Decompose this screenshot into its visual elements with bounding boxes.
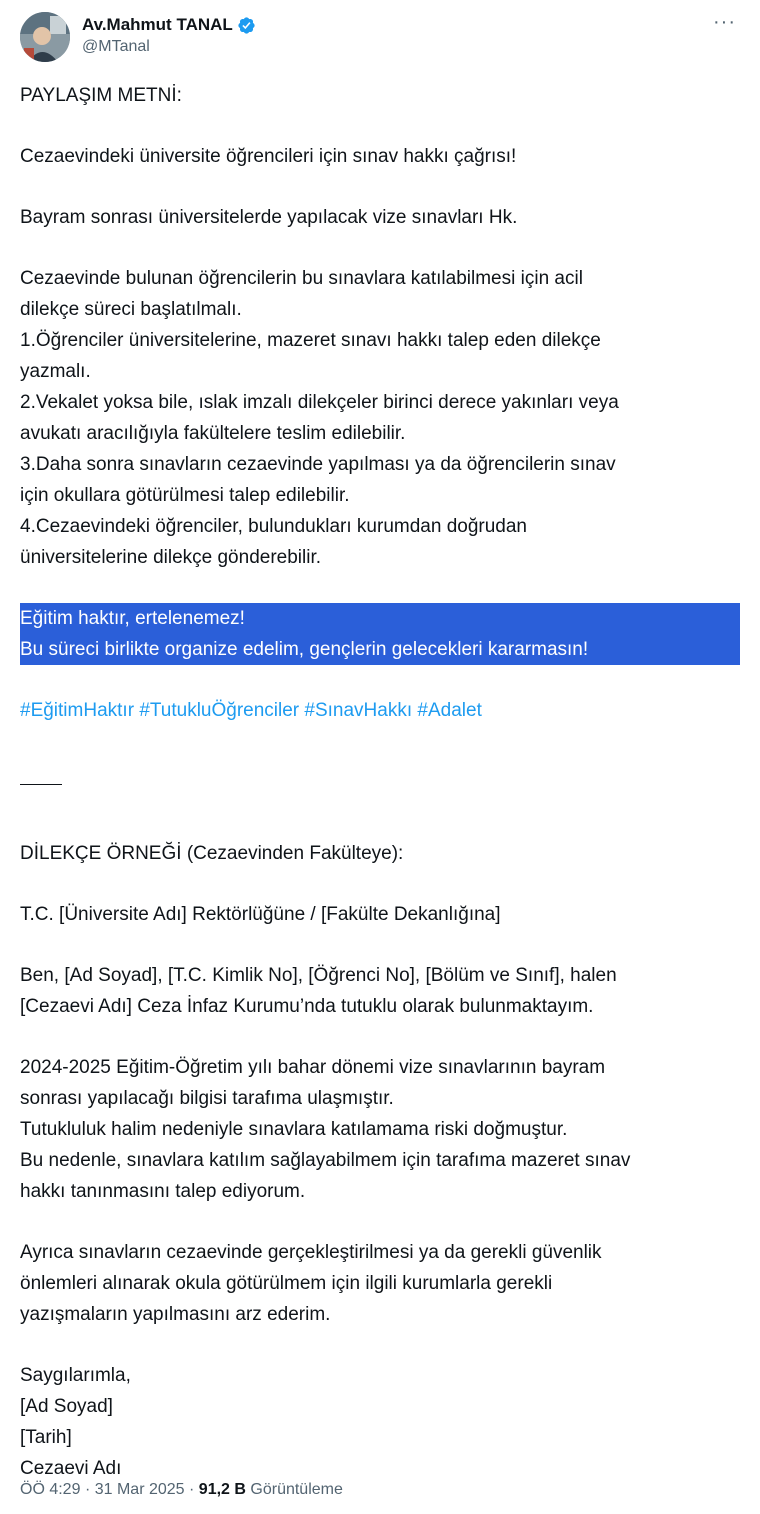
tweet-paragraph	[20, 263, 740, 573]
divider	[20, 784, 62, 785]
author-names	[82, 14, 256, 56]
text-line: Saygılarımla,	[20, 1365, 131, 1386]
author-display-name[interactable]: Av.Mahmut TANAL	[82, 15, 233, 34]
petition-paragraphs	[20, 838, 740, 1484]
avatar[interactable]	[20, 12, 70, 62]
tweet-paragraph	[20, 80, 740, 111]
highlighted-text	[20, 603, 740, 665]
highlighted-line: Eğitim haktır, ertelenemez!	[20, 608, 245, 629]
text-line: PAYLAŞIM METNİ:	[20, 85, 182, 106]
text-line: Cezaevinde bulunan öğrencilerin bu sınavlara katılabilmesi için acil	[20, 268, 583, 289]
text-line: T.C. [Üniversite Adı] Rektörlüğüne / [Fakülte Dekanlığına]	[20, 904, 501, 925]
avatar-image	[20, 12, 70, 62]
tweet-header	[20, 10, 740, 62]
hashtag-link[interactable]: #Adalet	[417, 700, 482, 721]
text-line: [Cezaevi Adı] Ceza İnfaz Kurumu’nda tutuklu olarak bulunmaktayım.	[20, 996, 594, 1017]
tweet-paragraph	[20, 960, 740, 1022]
text-line: Bu nedenle, sınavlara katılım sağlayabilmem için tarafıma mazeret sınav	[20, 1150, 631, 1171]
views-count: 91,2 B	[198, 1481, 246, 1498]
text-line: sonrası yapılacağı bilgisi tarafıma ulaşmıştır.	[20, 1088, 394, 1109]
text-line: [Tarih]	[20, 1427, 72, 1448]
text-line: 3.Daha sonra sınavların cezaevinde yapılması ya da öğrencilerin sınav	[20, 454, 616, 475]
text-line: dilekçe süreci başlatılmalı.	[20, 299, 242, 320]
verified-badge-icon	[237, 16, 256, 35]
intro-paragraphs	[20, 80, 740, 573]
hashtag-link[interactable]: #SınavHakkı	[304, 700, 413, 721]
text-line: yazmalı.	[20, 361, 91, 382]
tweet-paragraph	[20, 1052, 740, 1207]
tweet-paragraph	[20, 1360, 740, 1484]
text-line: önlemleri alınarak okula götürülmem için ilgili kurumlarla gerekli	[20, 1273, 553, 1294]
text-line: Ben, [Ad Soyad], [T.C. Kimlik No], [Öğrenci No], [Bölüm ve Sınıf], halen	[20, 965, 617, 986]
meta-separator: ·	[84, 1481, 91, 1498]
text-line: için okullara götürülmesi talep edilebilir.	[20, 485, 350, 506]
tweet-paragraph	[20, 1237, 740, 1330]
more-options-icon[interactable]: ···	[713, 11, 736, 33]
tweet-meta	[20, 1480, 343, 1500]
views-label: Görüntüleme	[250, 1481, 343, 1498]
tweet-paragraph	[20, 141, 740, 172]
highlighted-line: Bu süreci birlikte organize edelim, gençlerin gelecekleri kararmasın!	[20, 639, 589, 660]
display-name-row	[82, 14, 256, 36]
text-line: 4.Cezaevindeki öğrenciler, bulundukları kurumdan doğrudan	[20, 516, 527, 537]
text-line: Cezaevi Adı	[20, 1458, 122, 1479]
author-handle[interactable]: @MTanal	[82, 38, 150, 55]
tweet-paragraph	[20, 899, 740, 930]
tweet-time[interactable]: ÖÖ 4:29	[20, 1481, 81, 1498]
text-line: Ayrıca sınavların cezaevinde gerçekleştirilmesi ya da gerekli güvenlik	[20, 1242, 602, 1263]
hashtag-link[interactable]: #TutukluÖğrenciler	[139, 700, 300, 721]
tweet-paragraph	[20, 838, 740, 869]
text-line: hakkı tanınmasını talep ediyorum.	[20, 1181, 306, 1202]
hashtag-link[interactable]: #EğitimHaktır	[20, 700, 135, 721]
text-line: 2024-2025 Eğitim-Öğretim yılı bahar dönemi vize sınavlarının bayram	[20, 1057, 606, 1078]
tweet-date[interactable]: 31 Mar 2025	[94, 1481, 185, 1498]
tweet-paragraph	[20, 202, 740, 233]
text-line: Bayram sonrası üniversitelerde yapılacak vize sınavları Hk.	[20, 207, 518, 228]
text-line: yazışmaların yapılmasını arz ederim.	[20, 1304, 331, 1325]
text-line: avukatı aracılığıyla fakültelere teslim edilebilir.	[20, 423, 406, 444]
text-line: Tutukluluk halim nedeniyle sınavlara katılamama riski doğmuştur.	[20, 1119, 568, 1140]
text-line: Cezaevindeki üniversite öğrencileri için sınav hakkı çağrısı!	[20, 146, 517, 167]
tweet-text	[20, 80, 740, 1514]
text-line: DİLEKÇE ÖRNEĞİ (Cezaevinden Fakülteye):	[20, 843, 404, 864]
text-line: 2.Vekalet yoksa bile, ıslak imzalı dilekçeler birinci derece yakınları veya	[20, 392, 619, 413]
meta-separator: ·	[189, 1481, 195, 1498]
text-line: 1.Öğrenciler üniversitelerine, mazeret sınavı hakkı talep eden dilekçe	[20, 330, 601, 351]
hashtag-list	[20, 695, 740, 726]
text-line: üniversitelerine dilekçe gönderebilir.	[20, 547, 322, 568]
text-line: [Ad Soyad]	[20, 1396, 113, 1417]
